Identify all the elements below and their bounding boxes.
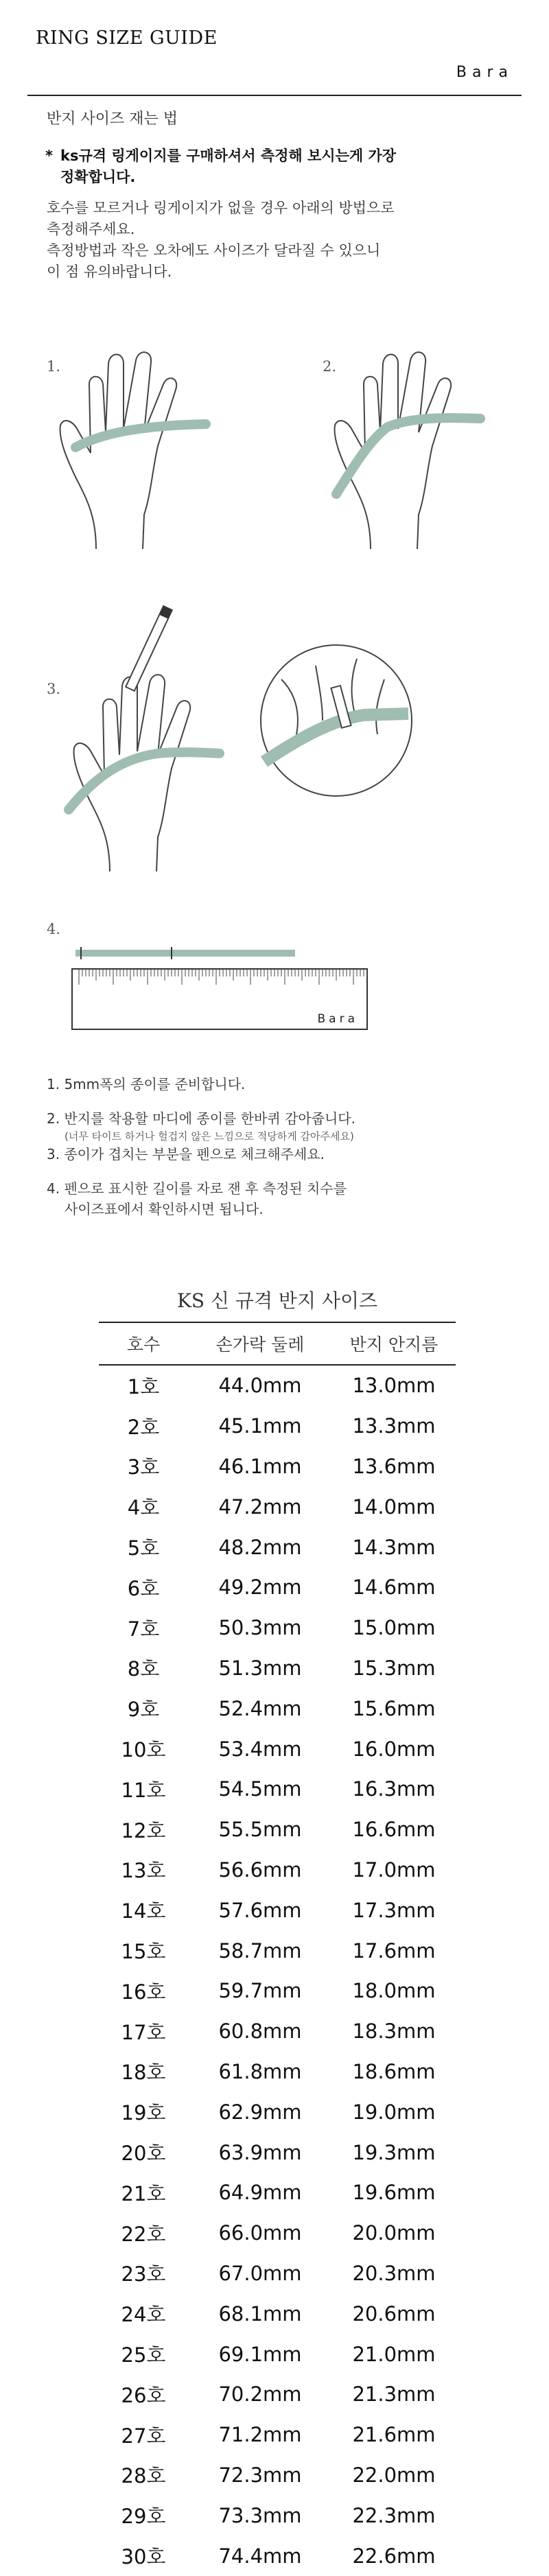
size-cell: 27호 — [121, 2424, 166, 2448]
size-cell: 21호 — [121, 2181, 166, 2205]
step-note-2: (너무 타이트 하거나 헐겁지 않은 느낌으로 적당하게 감아주세요) — [65, 1130, 354, 1143]
table-row — [99, 1971, 456, 2011]
diameter-cell: 18.6mm — [352, 2059, 436, 2083]
circumference-cell: 49.2mm — [218, 1576, 302, 1600]
circumference-cell: 73.3mm — [218, 2503, 302, 2527]
circumference-cell: 54.5mm — [218, 1777, 302, 1801]
circumference-cell: 60.8mm — [218, 2019, 302, 2044]
size-cell: 1호 — [127, 1374, 160, 1398]
table-row — [99, 2374, 456, 2415]
step-text-1: 1. 5mm폭의 종이를 준비합니다. — [47, 1076, 246, 1092]
table-row — [99, 1608, 456, 1648]
circumference-cell: 72.3mm — [218, 2463, 302, 2487]
circumference-cell: 70.2mm — [218, 2382, 302, 2407]
desc-line: 측정해주세요. — [47, 221, 135, 237]
table-row — [99, 2132, 456, 2173]
table-row — [99, 2455, 456, 2496]
table-row — [99, 1447, 456, 1487]
table-row — [99, 2253, 456, 2294]
step-text-4: 4. 펜으로 표시한 길이를 자로 잰 후 측정된 치수를 — [47, 1180, 347, 1197]
size-cell: 18호 — [121, 2061, 166, 2085]
size-cell: 3호 — [127, 1455, 160, 1479]
table-row — [99, 2092, 456, 2132]
size-cell: 23호 — [121, 2262, 166, 2286]
note-line: 정확합니다. — [60, 169, 136, 185]
size-cell: 10호 — [121, 1738, 166, 1762]
diameter-cell: 20.3mm — [352, 2261, 436, 2285]
table-row — [99, 1890, 456, 1930]
table-row — [99, 2334, 456, 2374]
ruler-brand: Bara — [317, 1012, 358, 1026]
ring-size-table — [99, 1286, 456, 2576]
note-line: ks규격 링게이지를 구매하셔서 측정해 보시는게 가장 — [60, 148, 397, 164]
diameter-cell: 17.0mm — [352, 1858, 436, 1882]
diameter-cell: 19.3mm — [352, 2140, 436, 2164]
step-text-2: 2. 반지를 착용할 마디에 종이를 한바퀴 감아줍니다. — [47, 1110, 355, 1127]
size-cell: 19호 — [121, 2101, 166, 2125]
step-number-1: 1. — [47, 358, 61, 375]
circumference-cell: 69.1mm — [218, 2342, 302, 2366]
diameter-cell: 18.0mm — [352, 1979, 436, 2003]
diameter-cell: 21.6mm — [352, 2423, 436, 2447]
table-row — [99, 1810, 456, 1850]
size-cell: 17호 — [121, 2020, 166, 2044]
table-row — [99, 1850, 456, 1890]
diameter-cell: 19.0mm — [352, 2100, 436, 2124]
hand-illustration-1 — [48, 336, 254, 556]
diameter-cell: 13.0mm — [352, 1374, 436, 1398]
table-row — [99, 1769, 456, 1810]
circumference-cell: 47.2mm — [218, 1495, 302, 1519]
size-cell: 4호 — [127, 1496, 160, 1520]
diameter-cell: 16.0mm — [352, 1737, 436, 1761]
circumference-cell: 48.2mm — [218, 1535, 302, 1559]
diameter-cell: 17.6mm — [352, 1939, 436, 1963]
diameter-cell: 13.6mm — [352, 1454, 436, 1478]
circumference-cell: 63.9mm — [218, 2140, 302, 2164]
table-row — [99, 1688, 456, 1729]
diameter-cell: 14.6mm — [352, 1576, 436, 1600]
circumference-cell: 51.3mm — [218, 1656, 302, 1680]
circumference-cell: 57.6mm — [218, 1898, 302, 1922]
hand-illustration-3 — [48, 604, 268, 878]
step-text-4-cont: 사이즈표에서 확인하시면 됩니다. — [65, 1201, 264, 1217]
size-cell: 6호 — [127, 1576, 160, 1600]
desc-line: 이 점 유의바랍니다. — [47, 264, 172, 280]
step-text-3: 3. 종이가 겹치는 부분을 펜으로 체크해주세요. — [47, 1146, 325, 1162]
diameter-cell: 17.3mm — [352, 1898, 436, 1922]
circumference-cell: 66.0mm — [218, 2221, 302, 2245]
circumference-cell: 44.0mm — [218, 1374, 302, 1398]
table-row — [99, 1648, 456, 1689]
diameter-cell: 15.0mm — [352, 1616, 436, 1640]
step-number-4: 4. — [47, 921, 61, 937]
circumference-cell: 74.4mm — [218, 2544, 302, 2568]
table-row — [99, 1486, 456, 1527]
size-cell: 2호 — [127, 1415, 160, 1439]
note-star: * — [45, 148, 53, 164]
step-number-3: 3. — [47, 681, 61, 697]
circumference-cell: 62.9mm — [218, 2100, 302, 2124]
circumference-cell: 68.1mm — [218, 2302, 302, 2326]
size-cell: 14호 — [121, 1899, 166, 1923]
table-row — [99, 1406, 456, 1447]
hand-illustration-2 — [323, 336, 528, 556]
circumference-cell: 71.2mm — [218, 2423, 302, 2447]
size-cell: 5호 — [127, 1536, 160, 1560]
header-size: 호수 — [126, 1335, 161, 1355]
circumference-cell: 64.9mm — [218, 2181, 302, 2205]
diameter-cell: 15.3mm — [352, 1656, 436, 1680]
size-cell: 30호 — [121, 2545, 166, 2568]
table-row — [99, 2536, 456, 2576]
size-cell: 26호 — [121, 2383, 166, 2407]
circumference-cell: 53.4mm — [218, 1737, 302, 1761]
important-note — [47, 145, 396, 188]
size-cell: 8호 — [127, 1657, 160, 1681]
size-cell: 20호 — [121, 2142, 166, 2166]
size-cell: 29호 — [121, 2505, 166, 2529]
header-circumference: 손가락 둘레 — [215, 1335, 305, 1355]
diameter-cell: 14.0mm — [352, 1495, 436, 1519]
circumference-cell: 50.3mm — [218, 1616, 302, 1640]
description — [47, 198, 395, 283]
table-row — [99, 2173, 456, 2213]
header-divider — [27, 95, 522, 96]
circumference-cell: 45.1mm — [218, 1414, 302, 1438]
circumference-cell: 56.6mm — [218, 1858, 302, 1882]
diameter-cell: 20.6mm — [352, 2302, 436, 2326]
size-cell: 25호 — [121, 2343, 166, 2367]
table-row — [99, 2213, 456, 2253]
diameter-cell: 14.3mm — [352, 1535, 436, 1559]
table-title: KS 신 규격 반지 사이즈 — [176, 1289, 378, 1312]
circumference-cell: 61.8mm — [218, 2059, 302, 2083]
size-cell: 11호 — [121, 1778, 166, 1802]
diameter-cell: 18.3mm — [352, 2019, 436, 2044]
circumference-cell: 58.7mm — [218, 1939, 302, 1963]
section-title: 반지 사이즈 재는 법 — [47, 110, 178, 128]
diameter-cell: 22.0mm — [352, 2463, 436, 2487]
circumference-cell: 55.5mm — [218, 1818, 302, 1842]
diameter-cell: 16.6mm — [352, 1818, 436, 1842]
size-cell: 28호 — [121, 2464, 166, 2488]
circumference-cell: 52.4mm — [218, 1696, 302, 1720]
circumference-cell: 46.1mm — [218, 1454, 302, 1478]
zoom-detail-circle — [254, 638, 419, 803]
table-header — [99, 1323, 456, 1364]
size-cell: 12호 — [121, 1818, 166, 1842]
size-cell: 7호 — [127, 1617, 160, 1641]
table-row — [99, 2495, 456, 2536]
desc-line: 측정방법과 작은 오차에도 사이즈가 달라질 수 있으니 — [47, 242, 381, 259]
step-number-2: 2. — [323, 358, 337, 375]
size-cell: 15호 — [121, 1940, 166, 1964]
diameter-cell: 15.6mm — [352, 1696, 436, 1720]
table-row — [99, 2415, 456, 2455]
diameter-cell: 22.3mm — [352, 2503, 436, 2527]
diameter-cell: 16.3mm — [352, 1777, 436, 1801]
table-row — [99, 2011, 456, 2052]
diameter-cell: 21.3mm — [352, 2382, 436, 2407]
brand-logo: Bara — [456, 64, 513, 81]
circumference-cell: 67.0mm — [218, 2261, 302, 2285]
table-body — [99, 1366, 456, 2576]
size-cell: 9호 — [127, 1698, 160, 1722]
diameter-cell: 22.6mm — [352, 2544, 436, 2568]
diameter-cell: 13.3mm — [352, 1414, 436, 1438]
table-row — [99, 1567, 456, 1608]
size-cell: 24호 — [121, 2303, 166, 2327]
ruler-illustration — [69, 940, 371, 1036]
header-diameter: 반지 안지름 — [349, 1335, 439, 1355]
table-row — [99, 2052, 456, 2092]
diameter-cell: 20.0mm — [352, 2221, 436, 2245]
table-row — [99, 1930, 456, 1971]
page-title: RING SIZE GUIDE — [36, 27, 218, 49]
circumference-cell: 59.7mm — [218, 1979, 302, 2003]
desc-line: 호수를 모르거나 링게이지가 없을 경우 아래의 방법으로 — [47, 200, 395, 216]
table-row — [99, 2293, 456, 2334]
diameter-cell: 21.0mm — [352, 2342, 436, 2366]
table-row — [99, 1366, 456, 1406]
size-cell: 13호 — [121, 1859, 166, 1883]
table-row — [99, 1729, 456, 1769]
diameter-cell: 19.6mm — [352, 2181, 436, 2205]
size-cell: 22호 — [121, 2222, 166, 2246]
size-cell: 16호 — [121, 1980, 166, 2004]
steps-list — [47, 1074, 513, 1219]
table-row — [99, 1527, 456, 1567]
